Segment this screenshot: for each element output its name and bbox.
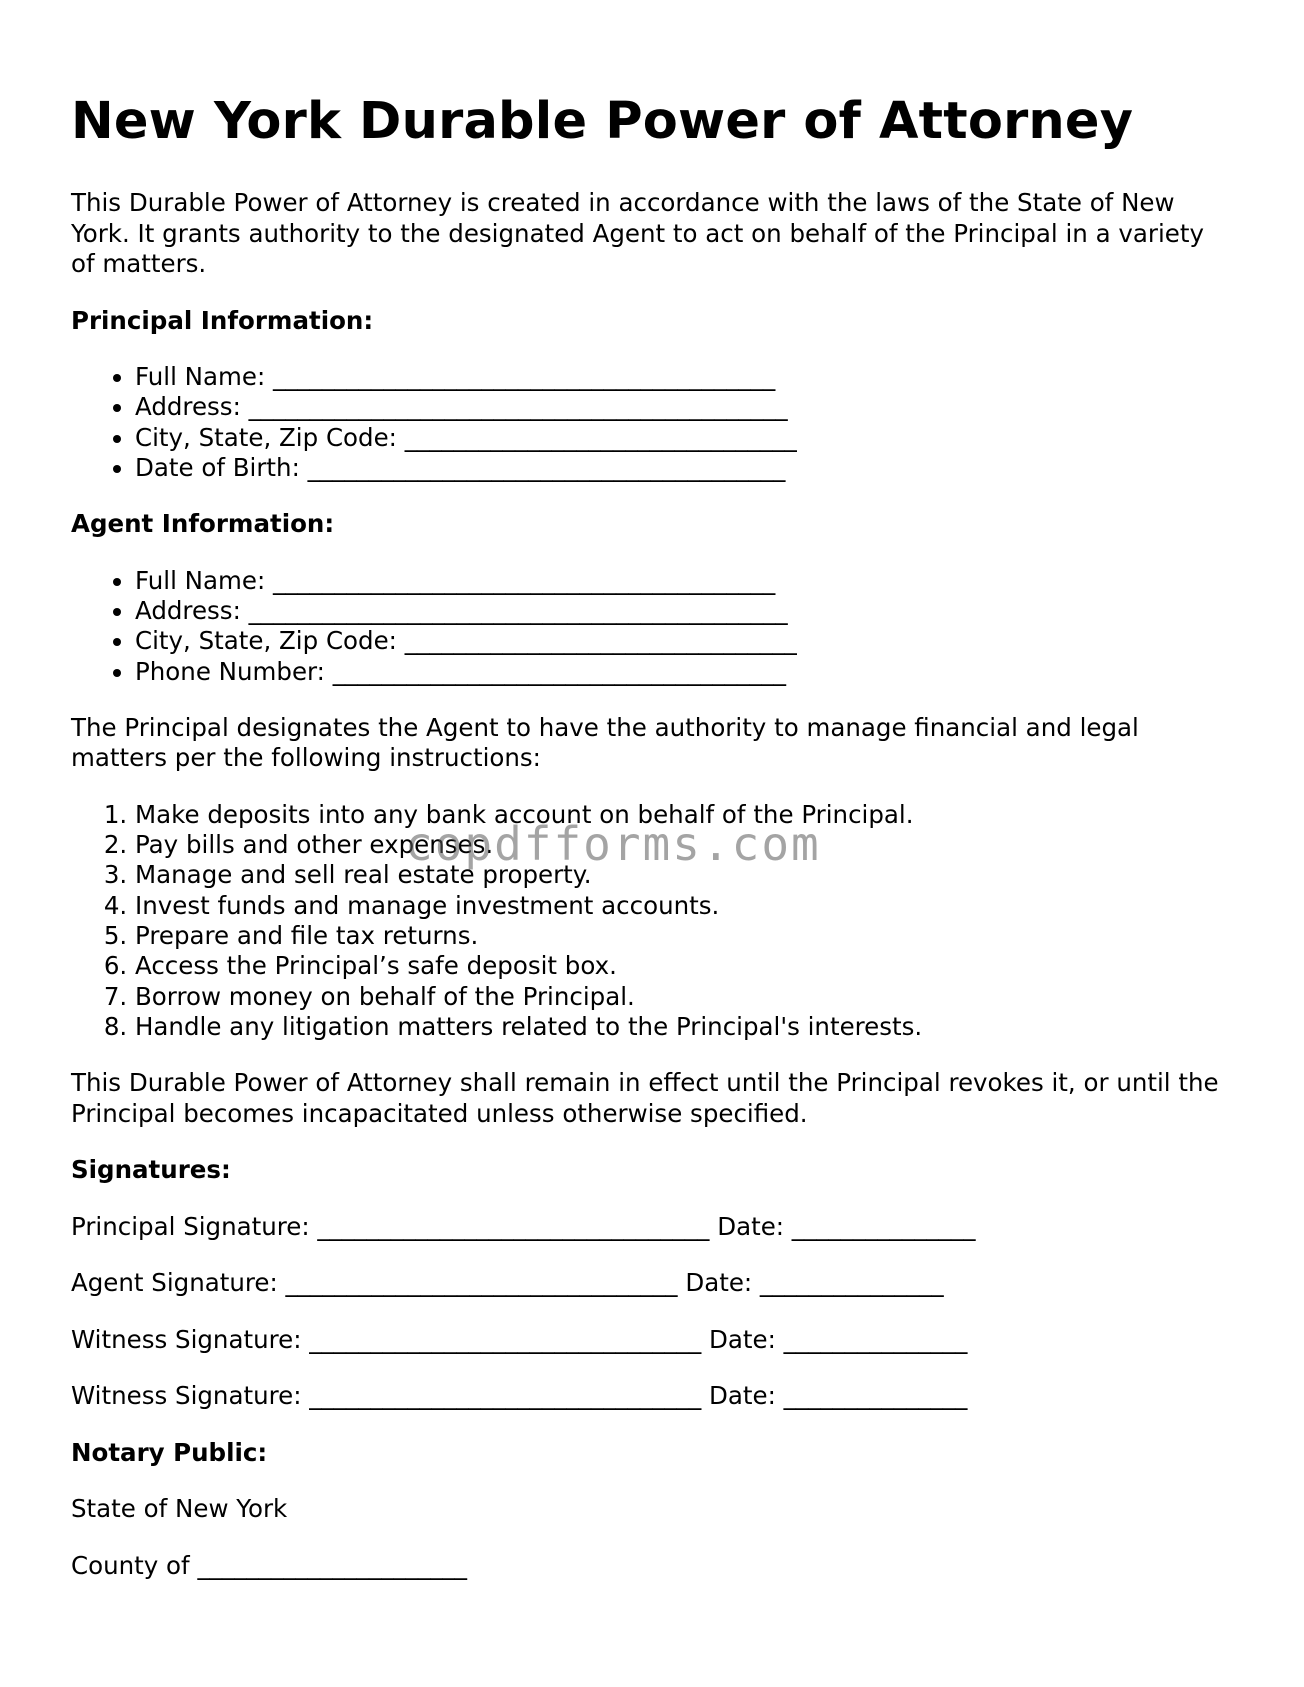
power-item: 5. Prepare and file tax returns. (135, 921, 1231, 951)
principal-fields-list (71, 362, 1231, 483)
power-item: 8. Handle any litigation matters related to the Principal's interests. (135, 1012, 1231, 1042)
principal-city-state-zip-field: • City, State, Zip Code: ________________________________ (135, 423, 1231, 453)
document-page (71, 80, 1231, 1581)
principal-signature-line: Principal Signature: ________________________________ Date: _______________ (71, 1211, 976, 1241)
witness-signature-line-1: Witness Signature: ________________________________ Date: _______________ (71, 1324, 968, 1354)
agent-phone-number-field: • Phone Number: _____________________________________ (135, 657, 1231, 687)
witness-signature-line-2: Witness Signature: ________________________________ Date: _______________ (71, 1381, 968, 1411)
principal-date-of-birth-field: • Date of Birth: _______________________________________ (135, 453, 1231, 483)
notary-state: State of New York (71, 1494, 288, 1524)
power-item: 7. Borrow money on behalf of the Principal. (135, 982, 1231, 1012)
notary-county-line: County of ______________________ (71, 1550, 467, 1580)
effect-paragraph: This Durable Power of Attorney shall remain in effect until the Principal revokes it, or until the Principal becomes incapacitated unless otherwise specified. (71, 1068, 1219, 1128)
principal-full-name-field: • Full Name: _________________________________________ (135, 362, 1231, 392)
agent-address-field: • Address: ____________________________________________ (135, 596, 1231, 626)
agent-city-state-zip-field: • City, State, Zip Code: ________________________________ (135, 626, 1231, 656)
intro-paragraph: This Durable Power of Attorney is created in accordance with the laws of the State of New York. It grants authority to the designated Agent to act on behalf of the Principal in a variety of matters. (71, 188, 1204, 278)
agent-heading: Agent Information: (71, 509, 335, 539)
power-item: 1. Make deposits into any bank account on behalf of the Principal. (135, 800, 1231, 830)
power-item: 4. Invest funds and manage investment accounts. (135, 891, 1231, 921)
notary-heading: Notary Public: (71, 1437, 268, 1467)
agent-fields-list (71, 566, 1231, 687)
signatures-heading: Signatures: (71, 1155, 231, 1185)
powers-list (71, 800, 1231, 1042)
principal-address-field: • Address: ____________________________________________ (135, 392, 1231, 422)
agent-full-name-field: • Full Name: _________________________________________ (135, 566, 1231, 596)
document-title: New York Durable Power of Attorney (71, 92, 1134, 151)
designation-paragraph: The Principal designates the Agent to have the authority to manage financial and legal matters per the following instructions: (71, 712, 1139, 773)
power-item: 3. Manage and sell real estate property. (135, 860, 1231, 890)
agent-signature-line: Agent Signature: ________________________________ Date: _______________ (71, 1268, 944, 1298)
power-item: 2. Pay bills and other expenses. (135, 830, 1231, 860)
principal-heading: Principal Information: (71, 305, 374, 335)
power-item: 6. Access the Principal’s safe deposit box. (135, 951, 1231, 981)
watermark: copdfforms.com (405, 817, 821, 871)
